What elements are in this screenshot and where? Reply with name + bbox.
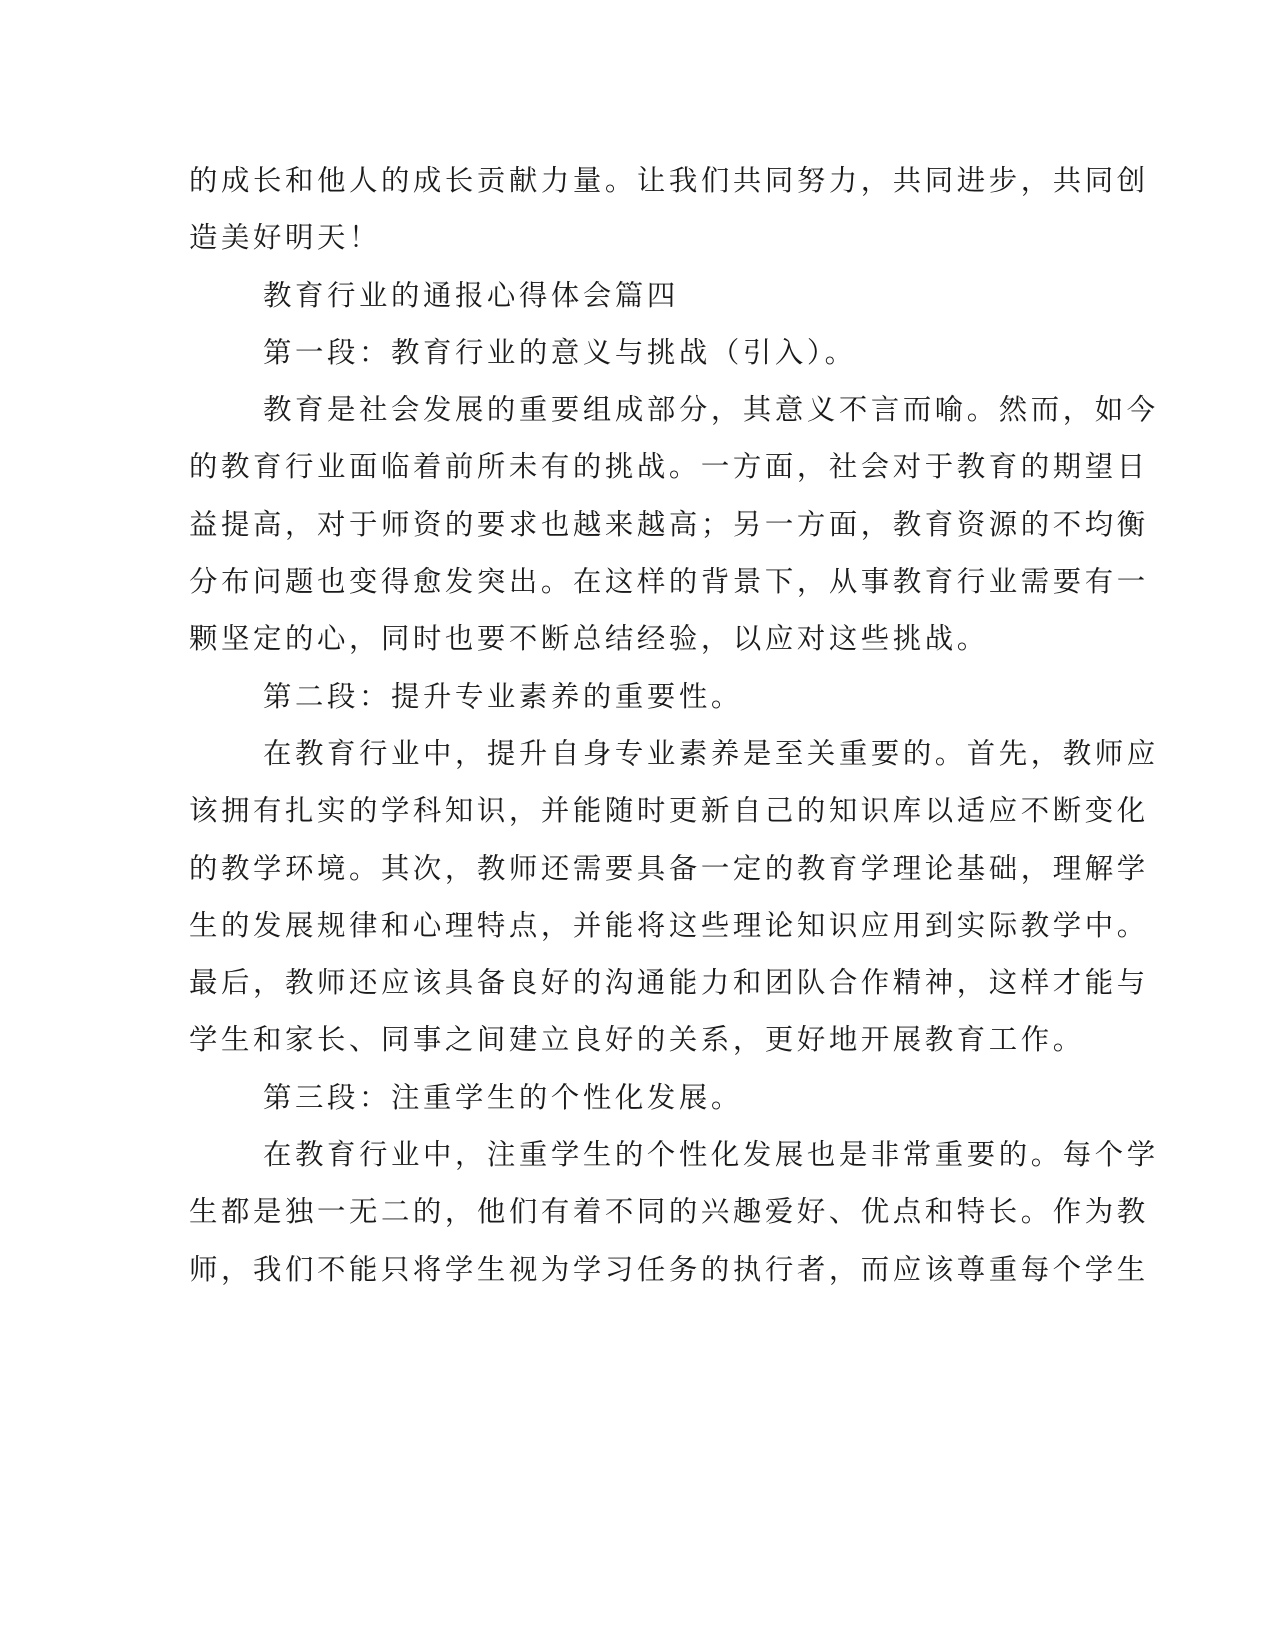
- text-line: 该拥有扎实的学科知识，并能随时更新自己的知识库以适应不断变化: [189, 794, 1149, 828]
- text-line: 学生和家长、同事之间建立良好的关系，更好地开展教育工作。: [189, 1023, 1085, 1057]
- text-line: 造美好明天！: [189, 221, 381, 255]
- text-line: 颗坚定的心，同时也要不断总结经验，以应对这些挑战。: [189, 622, 989, 656]
- text-line: 生都是独一无二的，他们有着不同的兴趣爱好、优点和特长。作为教: [189, 1195, 1149, 1229]
- text-line: 在教育行业中，注重学生的个性化发展也是非常重要的。每个学: [263, 1138, 1159, 1172]
- text-line: 的教学环境。其次，教师还需要具备一定的教育学理论基础，理解学: [189, 851, 1149, 885]
- text-line: 的成长和他人的成长贡献力量。让我们共同努力，共同进步，共同创: [189, 164, 1149, 197]
- text-line: 益提高，对于师资的要求也越来越高；另一方面，教育资源的不均衡: [189, 507, 1149, 541]
- paragraph-heading: 第二段：提升专业素养的重要性。: [263, 679, 743, 713]
- section-title: 教育行业的通报心得体会篇四: [263, 278, 679, 312]
- paragraph-heading: 第一段：教育行业的意义与挑战（引入）。: [263, 335, 857, 369]
- text-line: 师，我们不能只将学生视为学习任务的执行者，而应该尊重每个学生: [189, 1252, 1149, 1286]
- text-line: 的教育行业面临着前所未有的挑战。一方面，社会对于教育的期望日: [189, 450, 1149, 484]
- text-line: 教育是社会发展的重要组成部分，其意义不言而喻。然而，如今: [263, 393, 1159, 427]
- text-line: 在教育行业中，提升自身专业素养是至关重要的。首先，教师应: [263, 736, 1159, 770]
- body-text: [189, 152, 1159, 1298]
- text-line: 最后，教师还应该具备良好的沟通能力和团队合作精神，这样才能与: [189, 966, 1149, 1000]
- paragraph-heading: 第三段：注重学生的个性化发展。: [263, 1080, 743, 1114]
- text-line: 生的发展规律和心理特点，并能将这些理论知识应用到实际教学中。: [189, 908, 1149, 942]
- text-line: 分布问题也变得愈发突出。在这样的背景下，从事教育行业需要有一: [189, 565, 1149, 599]
